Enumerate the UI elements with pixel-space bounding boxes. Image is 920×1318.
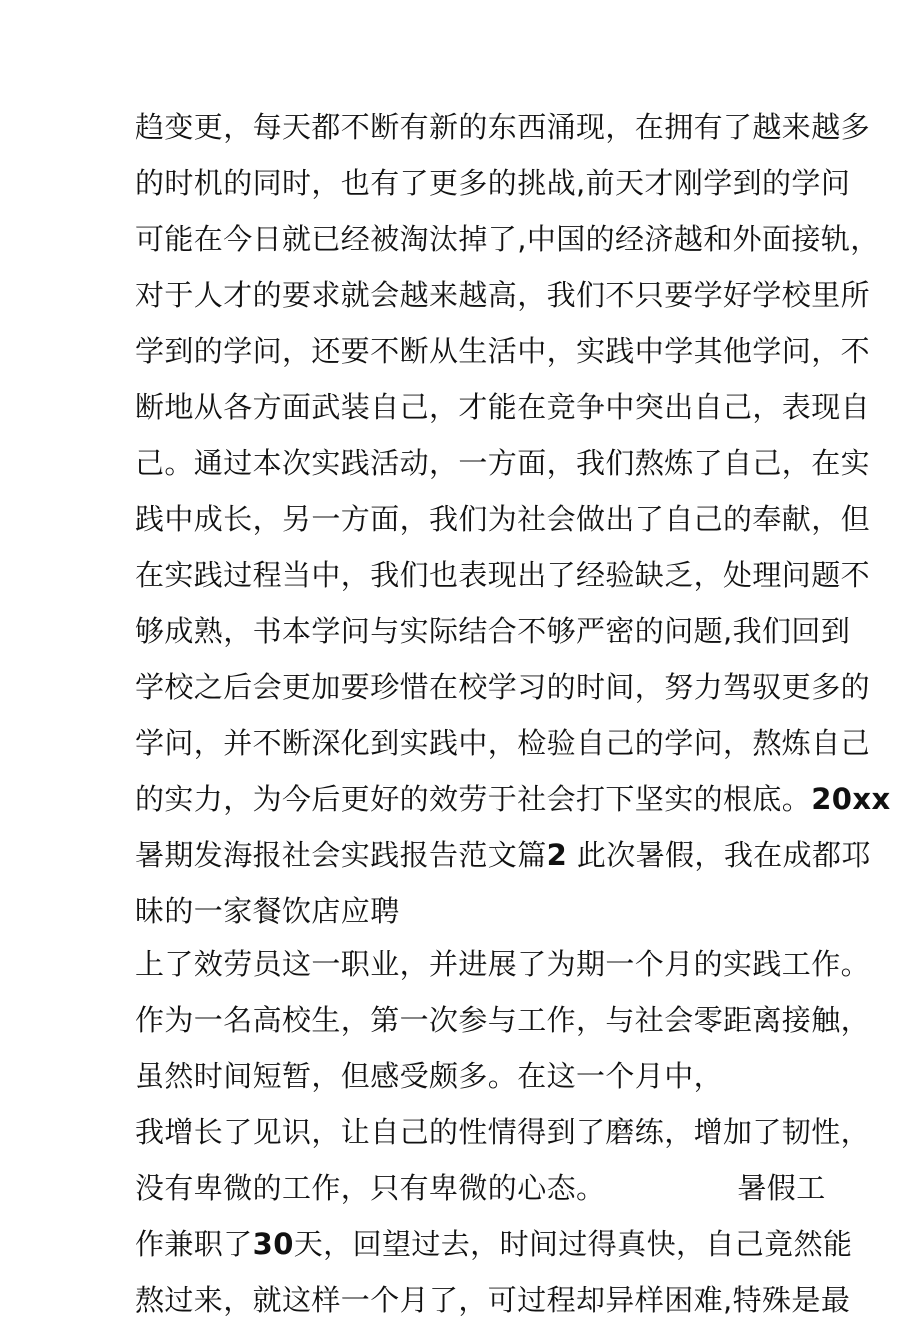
text-run: 天，回望过去，时间过得真快，自己竟然能 (293, 1227, 853, 1261)
text-line: 践中成长，另一方面，我们为社会做出了自己的奉献，但 (135, 502, 871, 536)
text-run: 作兼职了 (135, 1227, 253, 1261)
text-line: 对于人才的要求就会越来越高，我们不只要学好学校里所 (135, 278, 871, 312)
text-line (135, 781, 891, 817)
text-line: 熬过来，就这样一个月了，可过程却异样困难,特殊是最 (135, 1283, 851, 1317)
text-line: 昧的一家餐饮店应聘 (135, 894, 400, 928)
text-line: 上了效劳员这一职业，并进展了为期一个月的实践工作。 (135, 947, 871, 981)
text-run: 的实力，为今后更好的效劳于社会打下坚实的根底。 (135, 782, 812, 816)
text-line: 的时机的同时，也有了更多的挑战,前天才刚学到的学问 (135, 166, 851, 200)
text-run: 暑假工 (737, 1171, 826, 1205)
text-line: 学校之后会更加要珍惜在校学习的时间，努力驾驭更多的 (135, 670, 871, 704)
text-line: 虽然时间短暂，但感受颇多。在这一个月中， (135, 1059, 724, 1093)
days-bold: 30 (252, 1227, 294, 1261)
text-line (135, 1170, 826, 1206)
text-line: 学到的学问，还要不断从生活中，实践中学其他学问，不 (135, 334, 871, 368)
year-bold: 20xx (811, 782, 891, 816)
text-line: 趋变更，每天都不断有新的东西涌现，在拥有了越来越多 (135, 110, 871, 144)
text-line: 断地从各方面武装自己，才能在竞争中突出自己，表现自 (135, 390, 871, 424)
text-line: 我增长了见识，让自己的性情得到了磨练，增加了韧性， (135, 1115, 871, 1149)
text-line: 己。通过本次实践活动，一方面，我们熬炼了自己，在实 (135, 446, 871, 480)
text-line: 够成熟，书本学问与实际结合不够严密的问题,我们回到 (135, 614, 851, 648)
article-number-bold: 2 (546, 838, 568, 872)
text-run: 没有卑微的工作，只有卑微的心态。 (135, 1171, 606, 1205)
text-run: 此次暑假，我在成都邛 (567, 838, 871, 872)
text-line (135, 1226, 852, 1262)
text-line: 可能在今日就已经被淘汰掉了,中国的经济越和外面接轨， (135, 222, 880, 256)
text-line: 学问，并不断深化到实践中，检验自己的学问，熬炼自己 (135, 726, 871, 760)
text-line: 作为一名高校生，第一次参与工作，与社会零距离接触， (135, 1003, 871, 1037)
text-run: 暑期发海报社会实践报告范文篇 (135, 838, 547, 872)
text-line: 在实践过程当中，我们也表现出了经验缺乏，处理问题不 (135, 558, 871, 592)
text-line (135, 837, 871, 873)
